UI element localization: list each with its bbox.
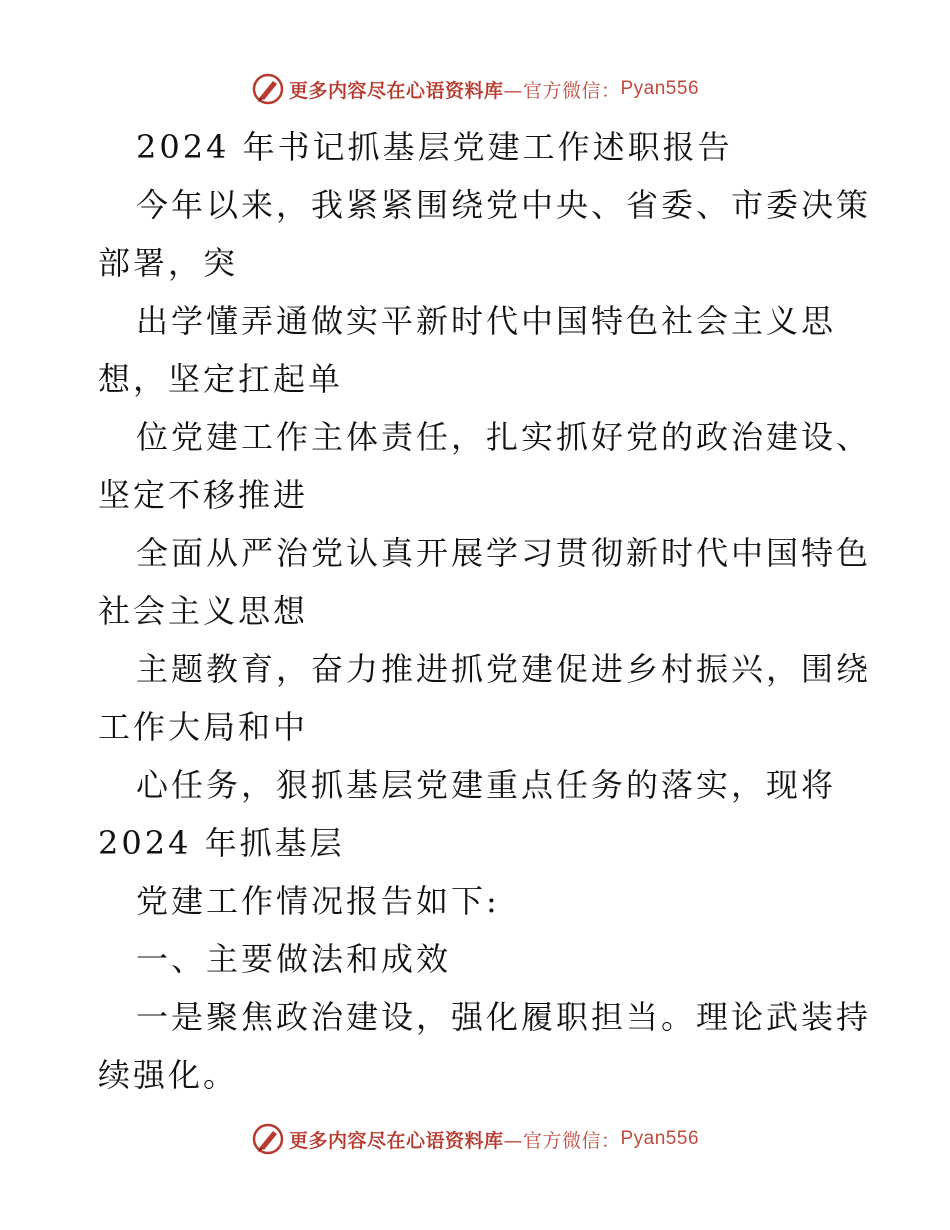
text-line: 党建工作情况报告如下: xyxy=(136,882,500,920)
text-line: 想，坚定扛起单 xyxy=(98,360,344,398)
section-heading: 一、主要做法和成效 xyxy=(136,940,452,978)
watermark-brand: 更多内容尽在心语资料库 xyxy=(288,1129,504,1152)
document-body xyxy=(98,118,872,1104)
text-line: 部署，突 xyxy=(98,244,239,282)
header-watermark xyxy=(0,72,950,106)
pen-logo-icon xyxy=(251,72,285,106)
text-line: 社会主义思想 xyxy=(98,592,309,630)
text-line: 主题教育，奋力推进抓党建促进乡村振兴，围绕 xyxy=(136,650,872,688)
text-line: 全面从严治党认真开展学习贯彻新时代中国特色 xyxy=(136,534,872,572)
text-line: 坚定不移推进 xyxy=(98,476,309,514)
footer-watermark xyxy=(0,1122,950,1156)
text-line: 一是聚焦政治建设，强化履职担当。理论武装持 xyxy=(136,998,872,1036)
text-line: 心任务，狠抓基层党建重点任务的落实，现将 xyxy=(136,766,837,804)
watermark-wechat-id: Pyan556 xyxy=(620,1128,700,1149)
text-line: 2024 年抓基层 xyxy=(98,824,345,862)
watermark-brand: 更多内容尽在心语资料库 xyxy=(288,79,504,102)
watermark-label: —官方微信： xyxy=(503,79,621,102)
text-line: 位党建工作主体责任，扎实抓好党的政治建设、 xyxy=(136,418,872,456)
text-line: 工作大局和中 xyxy=(98,708,309,746)
text-line: 今年以来，我紧紧围绕党中央、省委、市委决策 xyxy=(136,186,872,224)
document-title: 2024 年书记抓基层党建工作述职报告 xyxy=(136,128,733,166)
text-line: 出学懂弄通做实平新时代中国特色社会主义思 xyxy=(136,302,837,340)
watermark-wechat-id: Pyan556 xyxy=(620,78,700,99)
pen-logo-icon xyxy=(251,1122,285,1156)
watermark-label: —官方微信： xyxy=(503,1129,621,1152)
text-line: 续强化。 xyxy=(98,1056,239,1094)
